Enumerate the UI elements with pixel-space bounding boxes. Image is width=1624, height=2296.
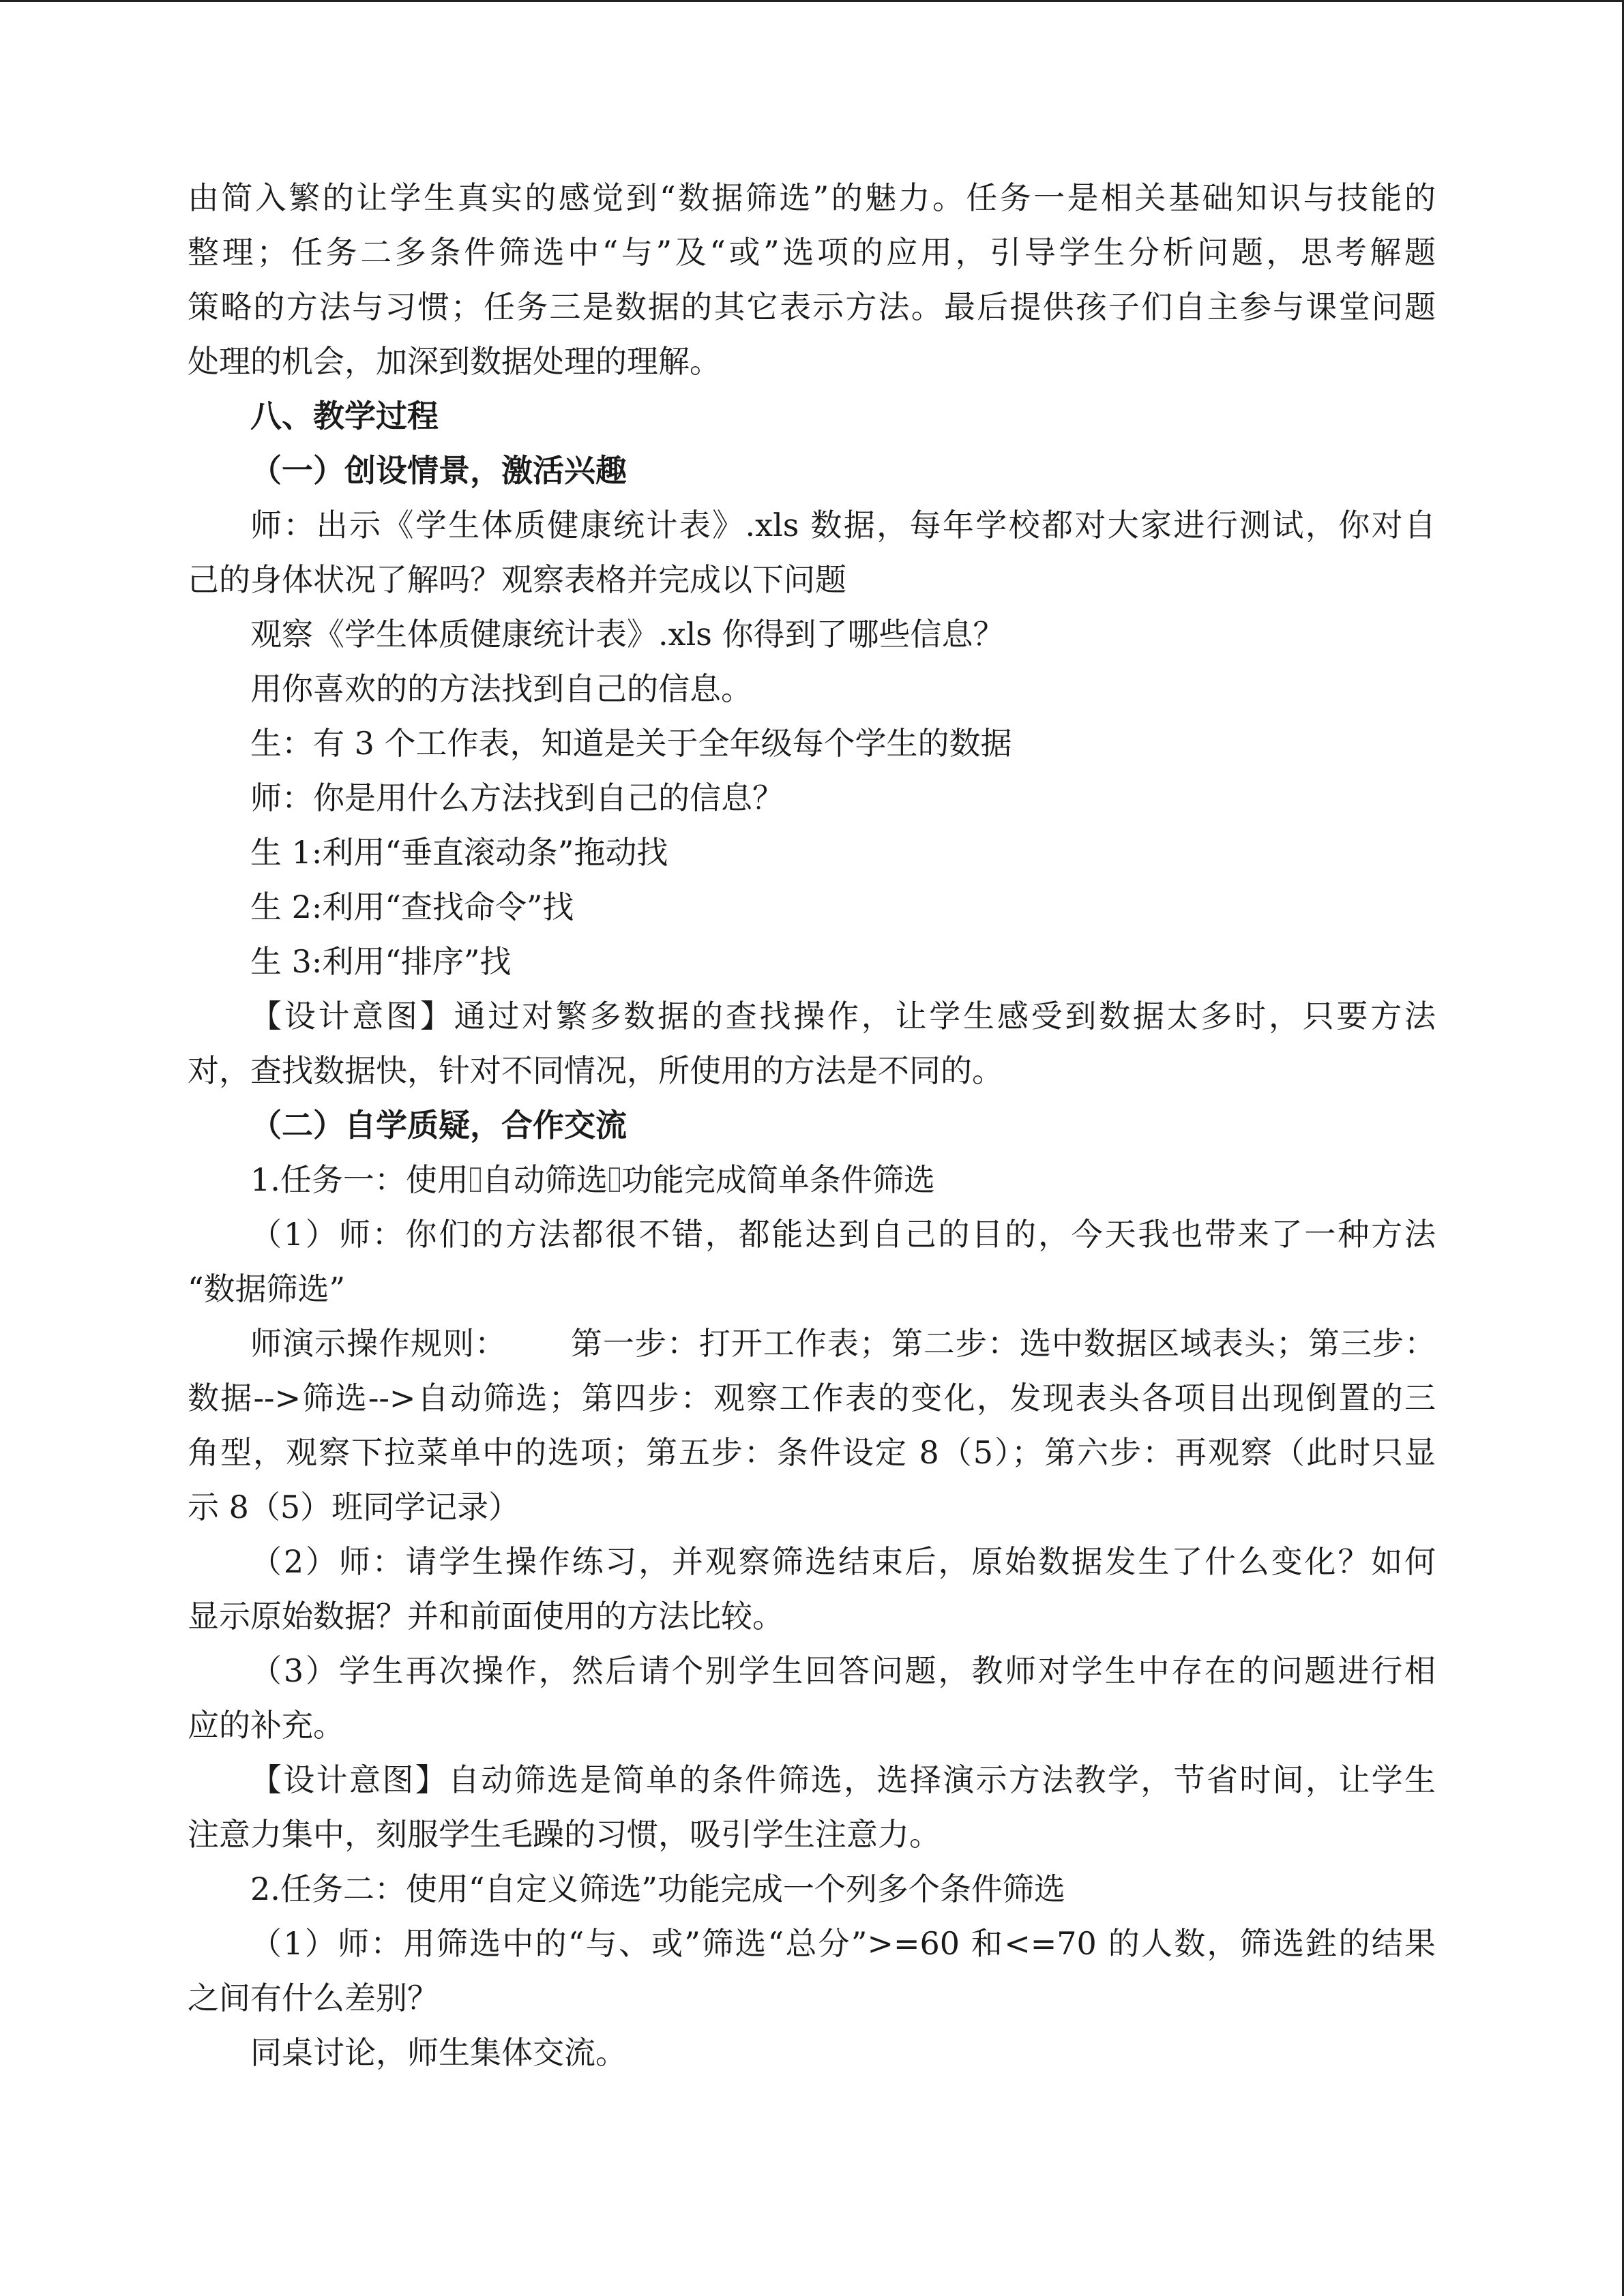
paragraph-line (188, 1152, 1436, 1207)
paragraph-line: 注意力集中，刻服学生毛躁的习惯，吸引学生注意力。 (188, 1816, 941, 1853)
paragraph-line: 2.任务二：使用“自定义筛选”功能完成一个列多个条件筛选 (250, 1870, 1065, 1907)
paragraph-line: 生：有 3 个工作表，知道是关于全年级每个学生的数据 (250, 725, 1012, 762)
paragraph-line: 生 2:利用“查找命令”找 (250, 889, 574, 925)
task-one-feature: 自动筛选 (482, 1161, 608, 1198)
paragraph-line: 应的补充。 (188, 1707, 344, 1744)
paragraph-line: 【设计意图】自动筛选是简单的条件筛选，选择演示方法教学，节省时间，让学生 (250, 1761, 1436, 1798)
section-heading: 八、教学过程 (250, 398, 439, 434)
paragraph-line: 师：你是用什么方法找到自己的信息？ (250, 779, 784, 816)
task-one-prefix: 1.任务一：使用 (250, 1161, 469, 1198)
paragraph-line: 观察《学生体质健康统计表》.xls 你得到了哪些信息？ (250, 616, 1005, 653)
task-one-suffix: 功能完成简单条件筛选 (621, 1161, 935, 1198)
paragraph-line: 策略的方法与习惯；任务三是数据的其它表示方法。最后提供孩子们自主参与课堂问题 (188, 288, 1436, 325)
paragraph-line: 处理的机会，加深到数据处理的理解。 (188, 343, 721, 380)
paragraph-line: （2）师：请学生操作练习，并观察筛选结束后，原始数据发生了什么变化？如何 (250, 1543, 1436, 1580)
missing-glyph-box (609, 1167, 620, 1192)
paragraph-line: （1）师：你们的方法都很不错，都能达到自己的目的，今天我也带来了一种方法 (250, 1216, 1436, 1253)
paragraph-line: 用你喜欢的的方法找到自己的信息。 (250, 670, 752, 707)
paragraph-line: “数据筛选” (188, 1270, 346, 1307)
paragraph-line: 同桌讨论，师生集体交流。 (250, 2034, 627, 2071)
page-border-top (0, 0, 1624, 2)
document-body (188, 170, 1436, 2080)
paragraph-line: （1）师：用筛选中的“与、或”筛选“总分”>=60 和<=70 的人数，筛选鉎的结果 (250, 1925, 1436, 1962)
missing-glyph-box (470, 1167, 481, 1192)
subsection-heading: （一）创设情景，激活兴趣 (250, 452, 627, 489)
paragraph-line: （3）学生再次操作，然后请个别学生回答问题，教师对学生中存在的问题进行相 (250, 1652, 1436, 1689)
paragraph-line: 生 3:利用“排序”找 (250, 943, 512, 980)
paragraph-line: 师：出示《学生体质健康统计表》.xls 数据，每年学校都对大家进行测试，你对自 (250, 507, 1436, 543)
paragraph-line: 角型，观察下拉菜单中的选项；第五步：条件设定 8（5）；第六步：再观察（此时只显 (188, 1434, 1436, 1471)
paragraph-line: 整理；任务二多条件筛选中“与”及“或”选项的应用，引导学生分析问题，思考解题 (188, 234, 1436, 271)
subsection-heading: （二）自学质疑，合作交流 (250, 1107, 627, 1144)
paragraph-line: 数据-->筛选-->自动筛选；第四步：观察工作表的变化，发现表头各项目出现倒置的三 (188, 1380, 1436, 1416)
paragraph-line: 己的身体状况了解吗？观察表格并完成以下问题 (188, 561, 846, 598)
paragraph-line: 之间有什么差别？ (188, 1980, 439, 2016)
paragraph-line: 对，查找数据快，针对不同情况，所使用的方法是不同的。 (188, 1052, 1003, 1089)
paragraph-line: 示 8（5）班同学记录） (188, 1489, 520, 1525)
paragraph-line: 师演示操作规则： 第一步：打开工作表；第二步：选中数据区域表头；第三步： (250, 1325, 1436, 1362)
paragraph-line: 【设计意图】通过对繁多数据的查找操作，让学生感受到数据太多时，只要方法 (250, 998, 1436, 1034)
paragraph-line: 显示原始数据？并和前面使用的方法比较。 (188, 1598, 784, 1635)
paragraph-line: 由简入繁的让学生真实的感觉到“数据筛选”的魅力。任务一是相关基础知识与技能的 (188, 179, 1436, 216)
paragraph-line: 生 1:利用“垂直滚动条”拖动找 (250, 834, 668, 871)
